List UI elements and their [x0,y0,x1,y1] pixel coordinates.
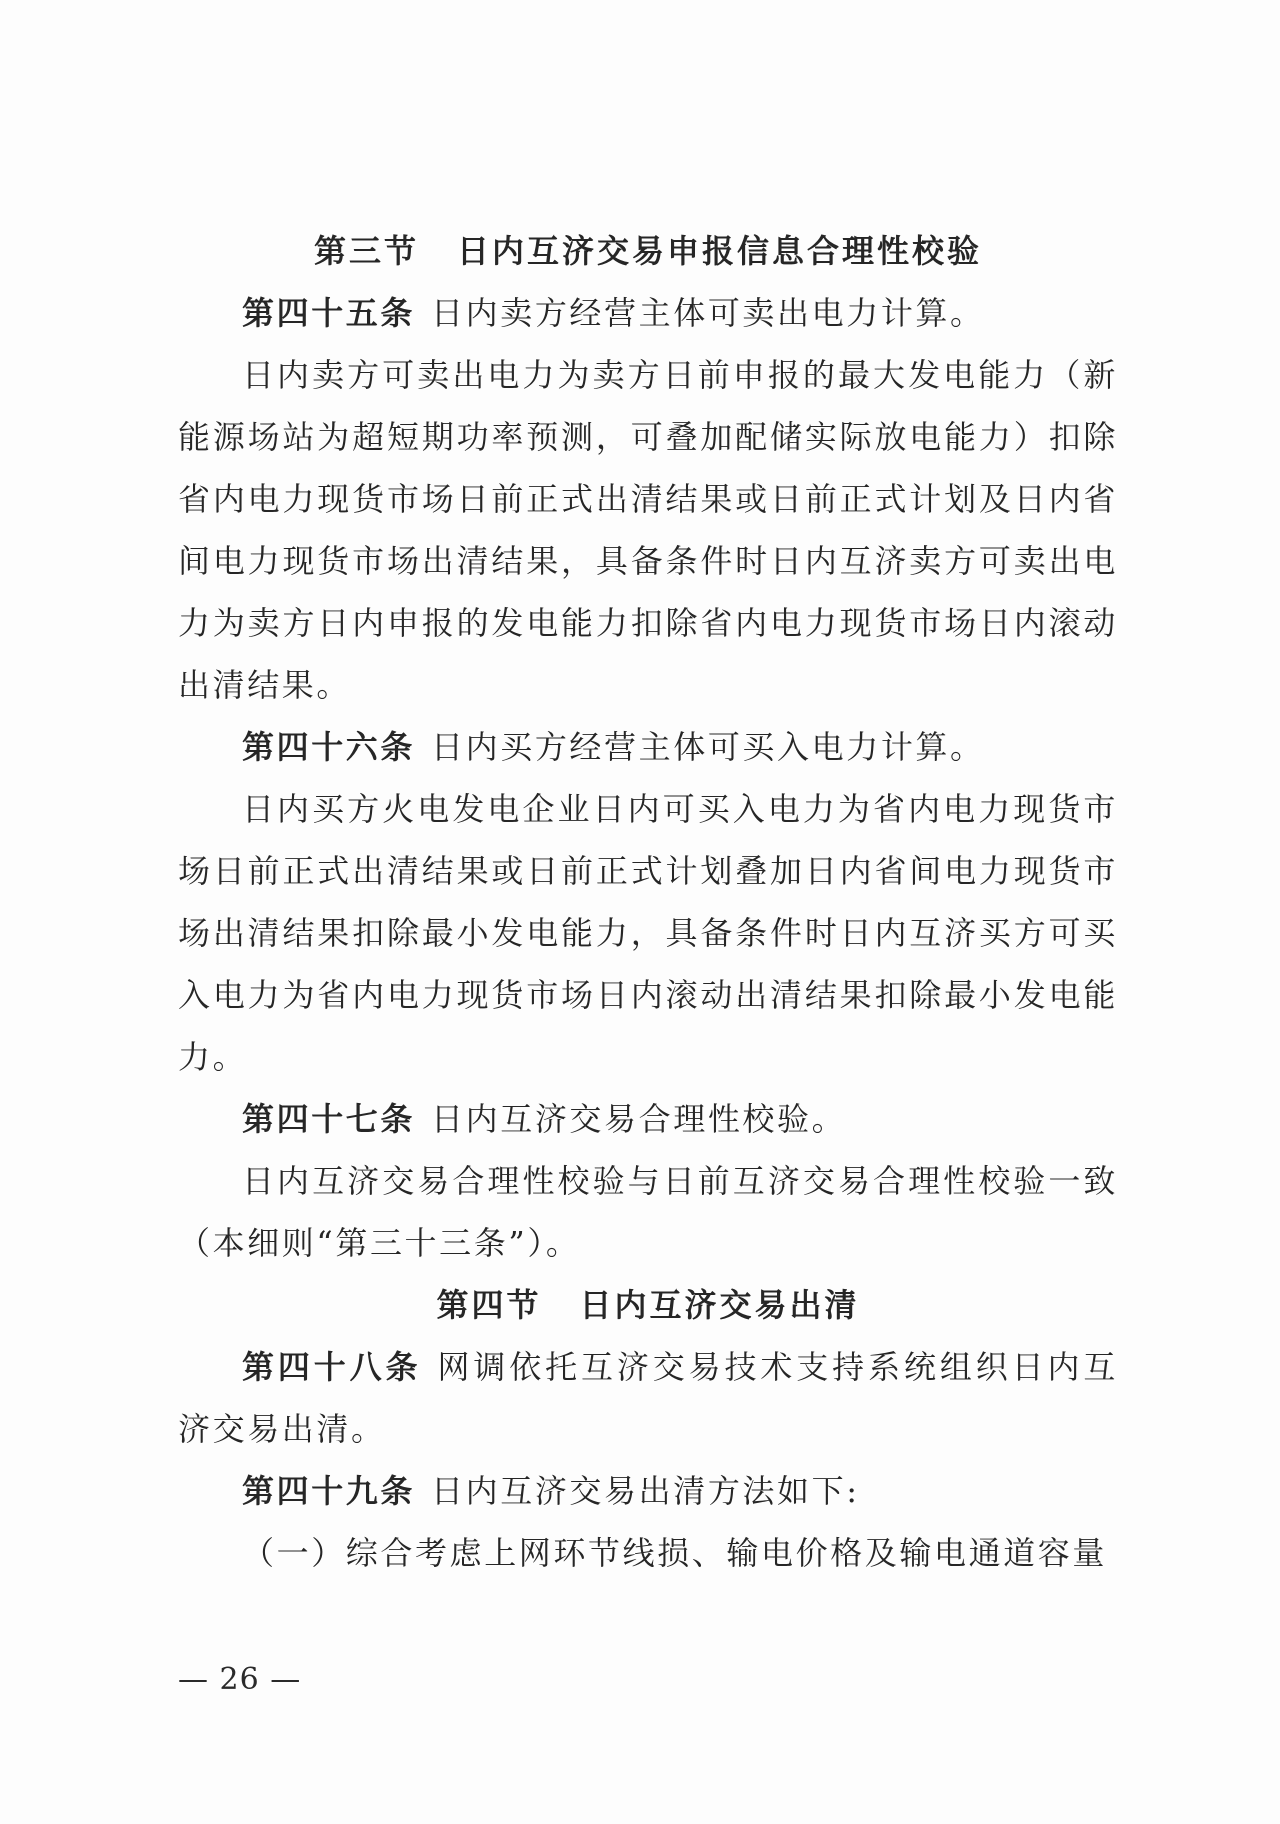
article-47-title: 日内互济交易合理性校验。 [431,1100,847,1138]
article-47-heading [178,1088,1118,1150]
article-45-title: 日内卖方经营主体可卖出电力计算。 [431,294,985,332]
document-body [178,220,1118,1584]
section-4-number: 第四节 [436,1286,542,1324]
article-46-body: 日内买方火电发电企业日内可买入电力为省内电力现货市场日前正式出清结果或日前正式计划叠加日内省间电力现货市场出清结果扣除最小发电能力，具备条件时日内互济买方可买入电力为省内电力现货市场日内滚动出清结果扣除最小发电能力。 [178,790,1118,1076]
article-45-label: 第四十五条 [242,294,416,332]
article-48-label: 第四十八条 [242,1348,422,1386]
article-46-label: 第四十六条 [242,728,416,766]
article-48-title: 网调依托互济交易技术支持系统组织日内互济交易出清。 [178,1348,1118,1448]
article-49-heading [178,1460,1118,1522]
section-3-heading: 日内互济交易申报信息合理性校验 [457,232,983,270]
page-number: — 26 — [178,1662,302,1697]
article-49-label: 第四十九条 [242,1472,416,1510]
article-45-heading [178,282,1118,344]
article-46-heading [178,716,1118,778]
article-49-item-1: （一）综合考虑上网环节线损、输电价格及输电通道容量 [242,1534,1108,1572]
article-47-label: 第四十七条 [242,1100,416,1138]
section-4-heading: 日内互济交易出清 [579,1286,860,1324]
section-4-title [178,1274,1118,1336]
article-48-heading [178,1336,1118,1460]
article-49-title: 日内互济交易出清方法如下: [431,1472,860,1510]
article-46-title: 日内买方经营主体可买入电力计算。 [431,728,985,766]
section-3-title [178,220,1118,282]
article-45-body: 日内卖方可卖出电力为卖方日前申报的最大发电能力（新能源场站为超短期功率预测，可叠加配储实际放电能力）扣除省内电力现货市场日前正式出清结果或日前正式计划及日内省间电力现货市场出清结果，具备条件时日内互济卖方可卖出电力为卖方日内申报的发电能力扣除省内电力现货市场日内滚动出清结果。 [178,356,1118,704]
section-3-number: 第三节 [313,232,419,270]
article-47-body: 日内互济交易合理性校验与日前互济交易合理性校验一致（本细则“第三十三条”）。 [178,1162,1118,1262]
